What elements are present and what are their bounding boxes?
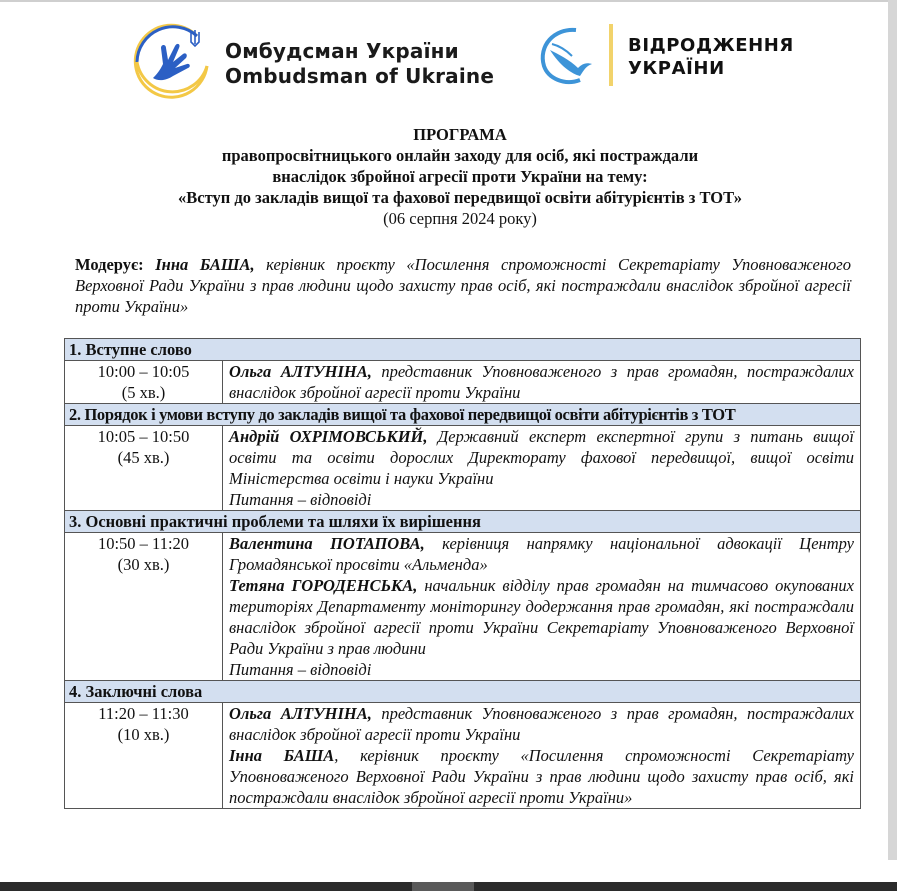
page-title: ПРОГРАМА [413, 125, 507, 144]
ombudsman-name-en: Ombudsman of Ukraine [225, 64, 495, 88]
duration: (5 хв.) [121, 383, 166, 402]
vidrodzhennia-logo [536, 24, 816, 94]
section-title: 3. Основні практичні проблеми та шляхи їх вирішення [65, 511, 861, 533]
section-title: 4. Заключні слова [65, 681, 861, 703]
speakers-cell [223, 533, 861, 681]
speakers-cell [223, 426, 861, 511]
section-header-row [65, 339, 861, 361]
time-range: 10:05 – 10:50 [97, 427, 190, 446]
section-header-row [65, 511, 861, 533]
speaker-role: представник Уповноваженого з прав громадян, постраждалих внаслідок збройної агресії проти України [229, 362, 855, 402]
phoenix-bird-icon [536, 24, 600, 88]
speaker-name: Інна БАША [229, 746, 335, 765]
speakers-cell [223, 361, 861, 404]
bottom-toolbar [0, 882, 897, 891]
duration: (30 хв.) [117, 555, 170, 574]
event-topic: «Вступ до закладів вищої та фахової передвищої освіти абітурієнтів з ТОТ» [178, 188, 742, 207]
speaker-entry [229, 575, 854, 659]
time-range: 10:50 – 11:20 [97, 534, 190, 553]
section-header-row [65, 404, 861, 426]
duration: (10 хв.) [117, 725, 170, 744]
speaker-role: начальник відділу прав громадян на тимчасово окупованих територіях Департаменту моніторингу додержання прав громадян, які постраждали внаслідок збройної агресії проти України Секретаріату Уповноваженого Верховної Ради України з прав людини [229, 576, 855, 658]
logo-divider [609, 24, 613, 86]
vidrodzhennia-logo-text [628, 34, 794, 80]
time-range: 11:20 – 11:30 [98, 704, 189, 723]
ombudsman-logo [133, 22, 503, 102]
subtitle-line-1: правопросвітницького онлайн заходу для осіб, які постраждали [221, 146, 699, 165]
page-top-border [0, 0, 888, 2]
duration: (45 хв.) [117, 448, 170, 467]
time-range: 10:00 – 10:05 [97, 362, 190, 381]
time-cell [65, 361, 223, 404]
subtitle-line-2: внаслідок збройної агресії проти України на тему: [272, 167, 648, 186]
speakers-cell [223, 703, 861, 809]
section-title: 1. Вступне слово [65, 339, 861, 361]
speaker-name: Тетяна ГОРОДЕНСЬКА, [229, 576, 418, 595]
speaker-entry [229, 703, 854, 745]
speaker-name: Андрій ОХРІМОВСЬКИЙ, [229, 427, 428, 446]
moderator-paragraph [75, 254, 851, 317]
table-row [65, 361, 861, 404]
table-row [65, 703, 861, 809]
moderator-description: керівник проєкту «Посилення спроможності Секретаріату Уповноваженого Верховної Ради України з прав людини щодо захисту прав осіб, які постраждали внаслідок збройної агресії проти України» [75, 255, 851, 316]
moderator-label: Модерує: [75, 255, 144, 274]
ombudsman-name-ua: Омбудсман України [225, 39, 459, 63]
moderator-name: Інна БАША, [155, 255, 255, 274]
speaker-entry [229, 533, 854, 575]
speaker-entry [229, 745, 854, 808]
vidrodzhennia-line1: ВІДРОДЖЕННЯ [628, 35, 794, 56]
vertical-scrollbar[interactable] [888, 0, 897, 860]
speaker-name: Валентина ПОТАПОВА, [229, 534, 425, 553]
table-row [65, 426, 861, 511]
program-header [60, 124, 860, 229]
section-title: 2. Порядок і умови вступу до закладів вищої та фахової передвищої освіти абітурієнтів з ТОТ [65, 404, 861, 426]
speaker-name: Ольга АЛТУНІНА, [229, 362, 372, 381]
hand-dove-icon [133, 22, 213, 102]
speaker-role: керівниця напрямку національної адвокації Центру Громадянської просвіти «Альменда» [229, 534, 854, 574]
event-date: (06 серпня 2024 року) [383, 209, 537, 228]
speaker-role: представник Уповноваженого з прав громадян, постраждалих внаслідок збройної агресії проти України [229, 704, 855, 744]
table-row [65, 533, 861, 681]
speaker-role: , керівник проєкту «Посилення спроможності Секретаріату Уповноваженого Верховної Ради України з прав людини щодо захисту прав осіб, які постраждали внаслідок збройної агресії проти України» [229, 746, 854, 807]
qa-label: Питання – відповіді [229, 660, 372, 679]
speaker-entry [229, 426, 854, 489]
program-table [64, 338, 861, 809]
qa-label: Питання – відповіді [229, 490, 372, 509]
speaker-entry [229, 361, 854, 403]
time-cell [65, 426, 223, 511]
section-header-row [65, 681, 861, 703]
speaker-name: Ольга АЛТУНІНА, [229, 704, 372, 723]
vidrodzhennia-line2: УКРАЇНИ [628, 58, 725, 79]
time-cell [65, 703, 223, 809]
time-cell [65, 533, 223, 681]
speaker-role: Державний експерт експертної групи з питань вищої освіти та освіти дорослих Директорату фахової передвищої, вищої освіти Міністерства освіти і науки України [229, 427, 855, 488]
ombudsman-logo-text [225, 39, 494, 89]
horizontal-scroll-thumb[interactable] [412, 882, 474, 891]
